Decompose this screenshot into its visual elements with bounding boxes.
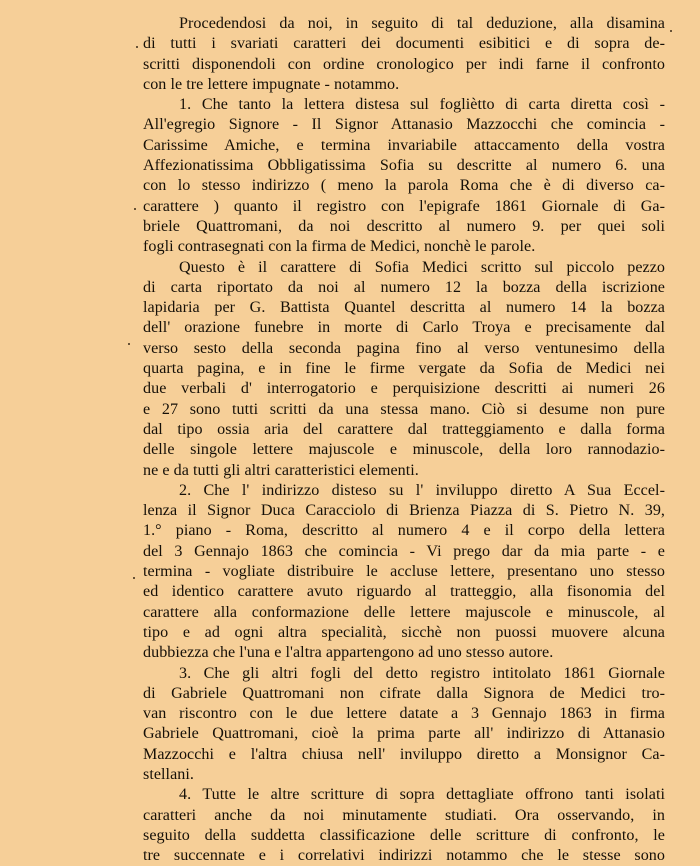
text-line: ed identico carattere avuto riguardo al tratteggio, alla fisonomia del [143,583,665,601]
text-line: Procedendosi da noi, in seguito di tal deduzione, alla disamina [179,15,665,32]
text-line: di tutti i svariati caratteri dei documenti esibitici e di sopra de- [143,35,665,53]
text-line: seguito della suddetta classificazione delle scritture di confronto, le [143,826,665,844]
text-line: termina - vogliate distribuire le accluse lettere, presentano uno stesso [143,563,665,581]
paragraph-item-4 [143,785,665,866]
text-line: di carta riportato da noi al numero 12 la bozza della iscrizione [143,278,665,296]
text-line: quarta pagina, e in fine le firme vergate da Sofia de Medici nei [143,360,665,378]
text-line: di Gabriele Quattromani non cifrate dalla Signora de Medici tro- [143,684,665,702]
text-line: 2. Che l' indirizzo disteso su l' inviluppo diretto A Sua Eccel- [179,481,665,499]
text-line: Carissime Amiche, e termina invariabile attaccamento della vostra [143,136,665,154]
text-line: scritti disponendoli con ordine cronologico per indi farne il confronto [143,55,665,73]
text-line: stellani. [143,765,194,783]
paragraph-intro [143,14,665,95]
text-line: dal tipo ossia aria del carattere dal tratteggiamento e dalla forma [143,420,665,438]
paper-speck [133,577,135,579]
text-line: van riscontro con le due lettere datate a 3 Gennajo 1863 in firma [143,705,665,723]
text-line: tipo e ad ogni altra specialità, sicchè non puossi muovere alcuna [143,623,665,641]
text-line: 4. Tutte le altre scritture di sopra dettagliate offrono tanti isolati [179,786,665,804]
text-line: Gabriele Quattromani, cioè la prima parte all' indirizzo di Attanasio [143,725,665,743]
document-body [143,14,665,866]
paragraph-item-3 [143,664,665,786]
text-line: del 3 Gennajo 1863 che comincia - Vi prego dar da mia parte - e [143,542,665,560]
text-line: carattere ) quanto il registro con l'epigrafe 1861 Giornale di Ga- [143,197,665,215]
paper-speck [134,208,136,210]
paragraph-item-1 [143,95,665,257]
text-line: briele Quattromani, da noi descritto al numero 9. per quei soli [143,217,665,235]
text-line: delle singole lettere majuscole e minuscole, della loro rannodazio- [143,441,665,459]
text-line: ne e da tutti gli altri caratteristici elementi. [143,461,419,479]
text-line: fogli contrasegnati con la firma de Medici, nonchè le parole. [143,238,536,256]
text-line: carattere alla conformazione delle lettere majuscole e minuscole, al [143,603,665,621]
text-line: Mazzocchi e l'altra chiusa nell' inviluppo diretto a Monsignor Ca- [143,745,665,763]
paper-speck [136,46,138,48]
text-line: Questo è il carattere di Sofia Medici scritto sul piccolo pezzo [179,258,665,276]
text-line: Affezionatissima Obbligatissima Sofia su descritte al numero 6. una [143,157,665,175]
text-line: 3. Che gli altri fogli del detto registro intitolato 1861 Giornale [179,664,665,682]
text-line: e 27 sono tutti scritti da una stessa mano. Ciò si desume non pure [143,400,665,418]
text-line: lenza il Signor Duca Caracciolo di Brienza Piazza di S. Pietro N. 39, [143,502,665,520]
text-line: tre succennate e i correlativi indirizzi notammo che le stesse sono [143,847,665,865]
text-line: 1.° piano - Roma, descritto al numero 4 e il corpo della lettera [143,522,665,540]
text-line: All'egregio Signore - Il Signor Attanasio Mazzocchi che comincia - [143,116,665,134]
text-line: con lo stesso indirizzo ( meno la parola Roma che è di diverso ca- [143,177,665,195]
text-line: lapidaria per G. Battista Quantel descritta al numero 14 la bozza [143,299,665,317]
text-line: 1. Che tanto la lettera distesa sul fogliètto di carta diretta così - [179,96,665,114]
text-line: dell' orazione funebre in morte di Carlo Troya e precisamente dal [143,319,665,337]
text-line: caratteri anche da noi minutamente studiati. Ora osservando, in [143,806,665,824]
text-line: verso sesto della seconda pagina fino al verso ventunesimo della [143,339,665,357]
text-line: con le tre lettere impugnate - notammo. [143,75,400,93]
paper-speck [670,30,672,32]
text-line: due verbali d' interrogatorio e perquisizione descritti ai numeri 26 [143,380,665,398]
paragraph-sofia-handwriting [143,258,665,481]
paper-speck [128,343,130,345]
text-line: dubbiezza che l'una e l'altra appartengono ad uno stesso autore. [143,644,554,662]
paragraph-item-2 [143,481,665,664]
